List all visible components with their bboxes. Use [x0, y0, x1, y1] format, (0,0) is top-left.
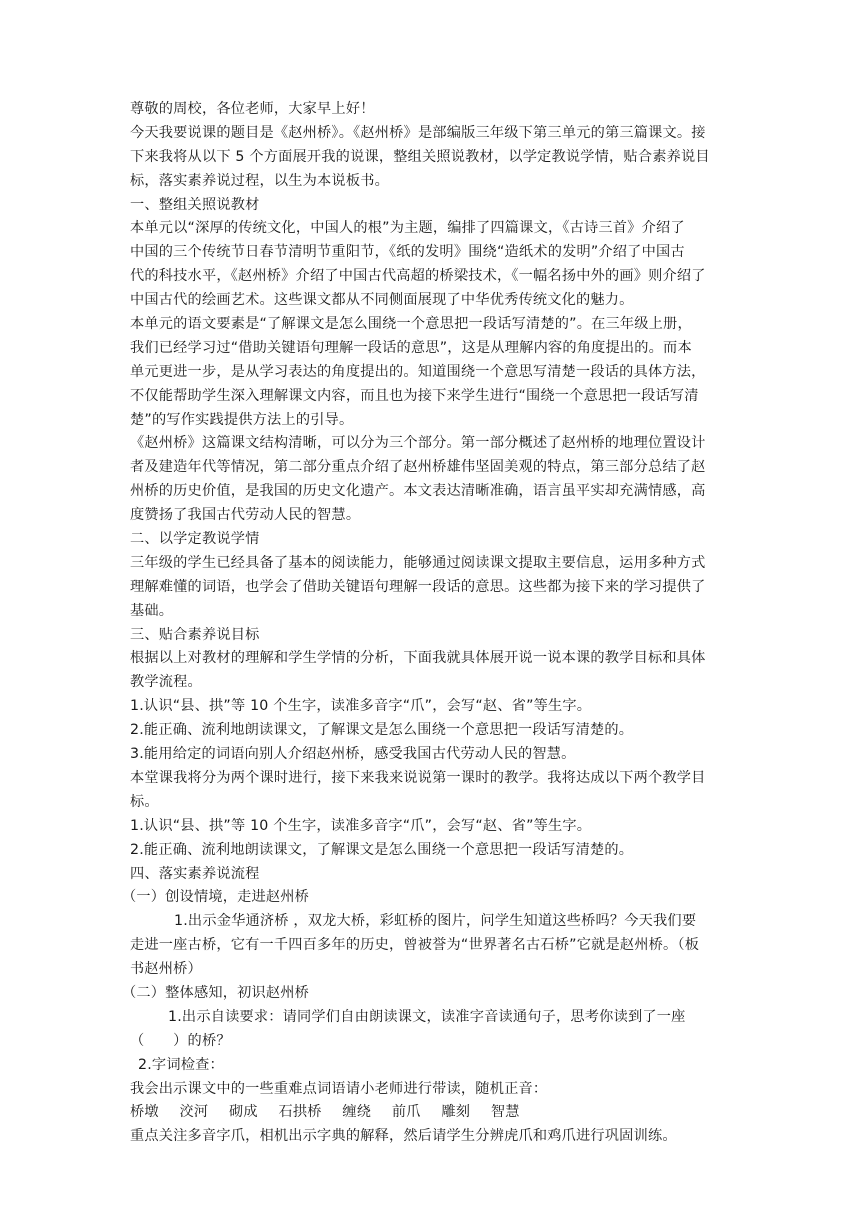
paragraph-line: 标。: [130, 793, 159, 810]
vocab-word: 砌成: [229, 1104, 258, 1121]
paragraph-line: 中国的三个传统节日春节清明节重阳节，《纸的发明》围绕“造纸术的发明”介绍了中国古: [130, 244, 685, 261]
vocab-list: [130, 1101, 736, 1125]
goal-item: 3.能用给定的词语向别人介绍赵州桥，感受我国古代劳动人民的智慧。: [130, 746, 576, 763]
vocab-word: 雕刻: [441, 1104, 471, 1121]
paragraph-line: 州桥的历史价值，是我国的历史文化遗产。本文表达清晰准确，语言虽平实却充满情感，高: [130, 483, 706, 500]
paragraph-line: 本单元以“深厚的传统文化，中国人的根”为主题，编排了四篇课文，《古诗三首》介绍了: [130, 220, 685, 237]
paragraph-line: 本单元的语文要素是“了解课文是怎么围绕一个意思把一段话写清楚的”。在三年级上册，: [130, 316, 692, 333]
vocab-word: 前爪: [391, 1104, 421, 1121]
vocab-word: 缠绕: [342, 1104, 372, 1121]
paragraph-line: 三年级的学生已经具备了基本的阅读能力，能够通过阅读课文提取主要信息，运用多种方式: [130, 554, 706, 571]
goal-item: 1.认识“县、拱”等 10 个生字，读准多音字“爪”，会写“赵、省”等生字。: [130, 698, 592, 715]
section-heading-3: 三、贴合素养说目标: [130, 626, 260, 643]
goal-item: 2.能正确、流利地朗读课文，了解课文是怎么围绕一个意思把一段话写清楚的。: [130, 841, 634, 858]
paragraph-line: 代的科技水平，《赵州桥》介绍了中国古代高超的桥梁技术，《一幅名扬中外的画》则介绍了: [130, 268, 706, 285]
paragraph-line: 单元更进一步，是从学习表达的角度提出的。知道围绕一个意思写清楚一段话的具体方法，: [130, 363, 706, 380]
subsection-heading: （一）创设情境，走进赵州桥: [122, 889, 310, 906]
paragraph-line: 1.出示金华通济桥 ，双龙大桥，彩虹桥的图片，问学生知道这些桥吗？今天我们要: [174, 913, 697, 930]
paragraph-line: 基础。: [130, 602, 174, 619]
paragraph-line: 2.字词检查：: [138, 1056, 224, 1073]
paragraph-line: 教学流程。: [130, 674, 202, 691]
vocab-word: 桥墩: [130, 1104, 159, 1121]
intro-line-2: 下来我将从以下 5 个方面展开我的说课，整组关照说教材，以学定教说学情，贴合素养说目: [130, 148, 710, 165]
paragraph-line: 书赵州桥）: [130, 961, 202, 978]
paragraph-line: （ ）的桥？: [130, 1032, 231, 1049]
intro-line-3: 标，落实素养说过程，以生为本说板书。: [130, 172, 389, 189]
paragraph-line: 我会出示课文中的一些重难点词语请小老师进行带读，随机正音：: [130, 1080, 548, 1097]
paragraph-line: 我们已经学习过“借助关键语句理解一段话的意思”，这是从理解内容的角度提出的。而本: [130, 339, 692, 356]
section-heading-4: 四、落实素养说流程: [130, 865, 260, 882]
section-heading-2: 二、以学定教说学情: [130, 531, 260, 548]
intro-line-1: 今天我要说课的题目是《赵州桥》。《赵州桥》是部编版三年级下第三单元的第三篇课文。接: [130, 124, 706, 141]
vocab-word: 石拱桥: [278, 1104, 322, 1121]
paragraph-line: 中国古代的绘画艺术。这些课文都从不同侧面展现了中华优秀传统文化的魅力。: [130, 292, 634, 309]
paragraph-line: 楚”的写作实践提供方法上的引导。: [130, 411, 354, 428]
vocab-word: 洨河: [179, 1104, 209, 1121]
greeting: 尊敬的周校，各位老师，大家早上好！: [130, 101, 375, 117]
goal-item: 1.认识“县、拱”等 10 个生字，读准多音字“爪”，会写“赵、省”等生字。: [130, 817, 592, 834]
paragraph-line: 者及建造年代等情况，第二部分重点介绍了赵州桥雄伟坚固美观的特点，第三部分总结了赵: [130, 459, 706, 476]
paragraph-line: 理解难懂的词语，也学会了借助关键语句理解一段话的意思。这些都为接下来的学习提供了: [130, 578, 706, 595]
paragraph-line: 不仅能帮助学生深入理解课文内容，而且也为接下来学生进行“围绕一个意思把一段话写清: [130, 387, 699, 404]
paragraph-line: 走进一座古桥，它有一千四百多年的历史，曾被誉为“世界著名古石桥”它就是赵州桥。（板: [130, 937, 700, 954]
section-heading-1: 一、整组关照说教材: [130, 196, 260, 213]
paragraph-line: 1.出示自读要求：请同学们自由朗读课文，读准字音读通句子，思考你读到了一座: [168, 1008, 686, 1025]
paragraph-line: 本堂课我将分为两个课时进行，接下来我来说说第一课时的教学。我将达成以下两个教学目: [130, 769, 706, 786]
paragraph-line: 重点关注多音字爪，相机出示字典的解释，然后请学生分辨虎爪和鸡爪进行巩固训练。: [130, 1128, 677, 1145]
vocab-word: 智慧: [490, 1104, 520, 1121]
paragraph-line: 根据以上对教材的理解和学生学情的分析，下面我就具体展开说一说本课的教学目标和具体: [130, 650, 706, 667]
document-body: [122, 98, 736, 1149]
paragraph-line: 度赞扬了我国古代劳动人民的智慧。: [130, 507, 361, 524]
paragraph-line: 《赵州桥》这篇课文结构清晰，可以分为三个部分。第一部分概述了赵州桥的地理位置设计: [130, 435, 706, 452]
subsection-heading: （二）整体感知，初识赵州桥: [122, 984, 310, 1001]
goal-item: 2.能正确、流利地朗读课文，了解课文是怎么围绕一个意思把一段话写清楚的。: [130, 722, 634, 739]
